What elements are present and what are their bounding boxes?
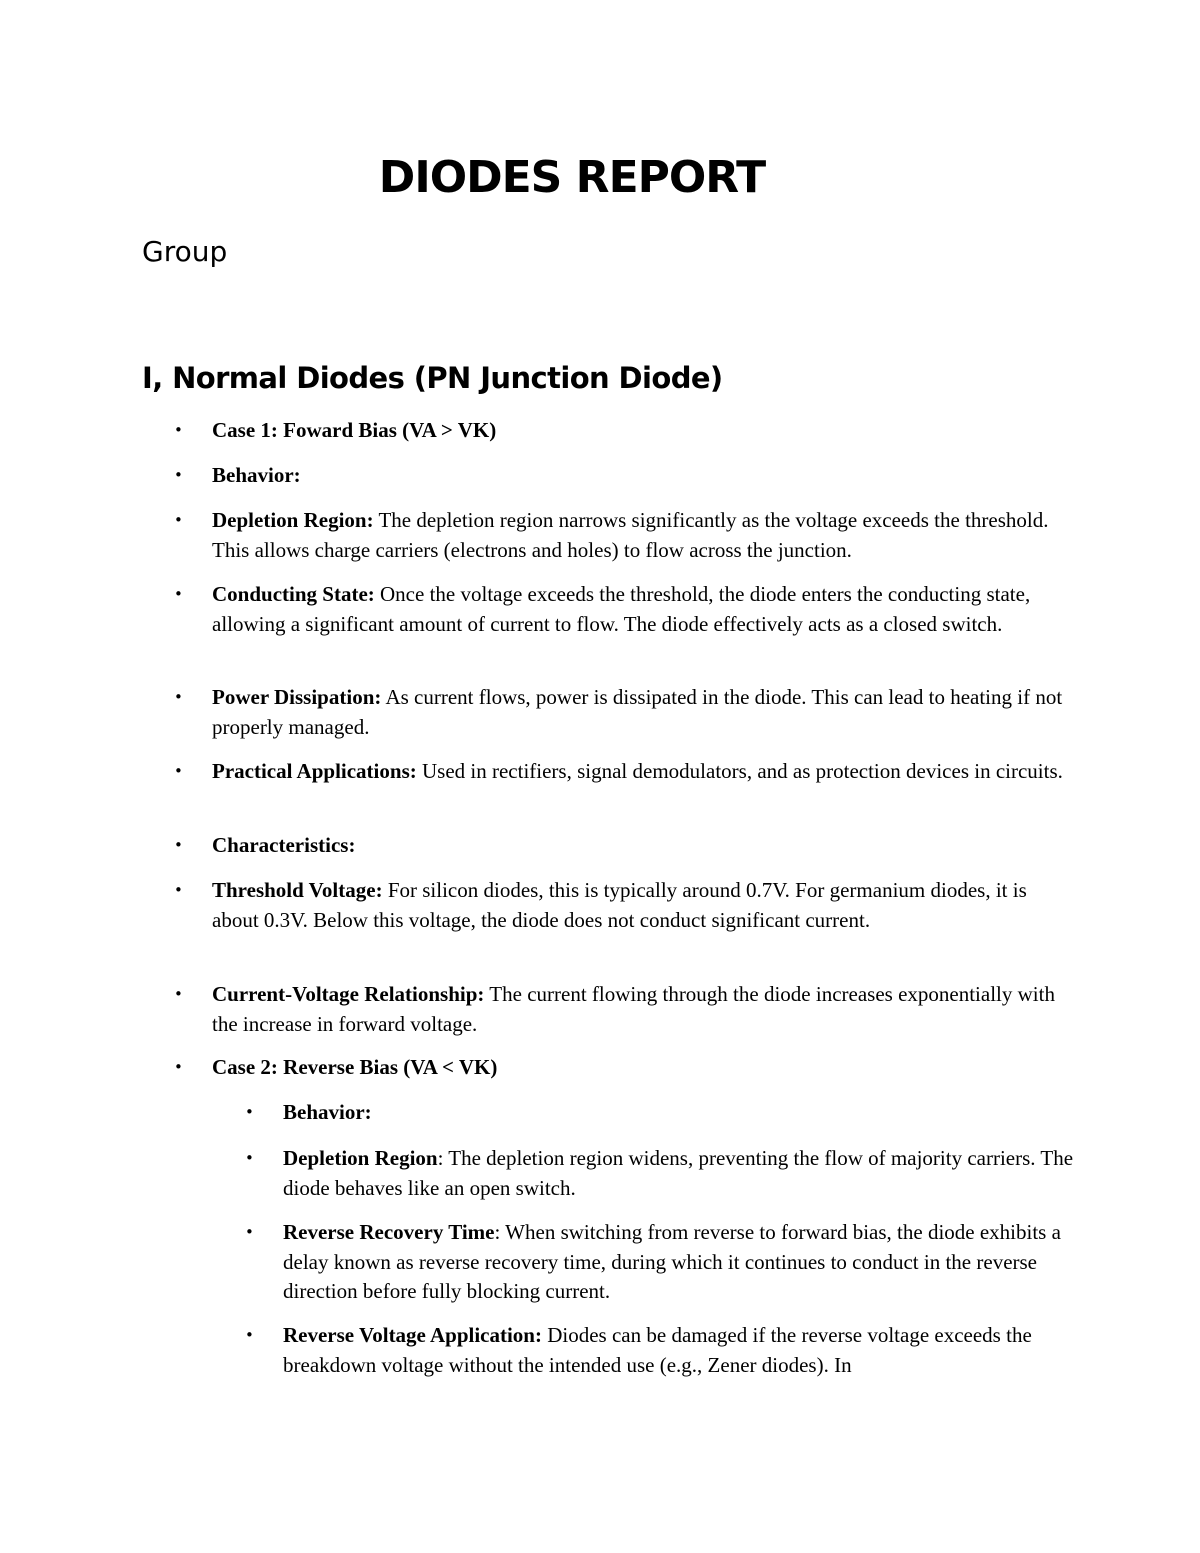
sub-list-item-reverse-recovery-time	[245, 1218, 1083, 1307]
item-text: As current flows, power is dissipated in the diode. This can lead to heating if not properly managed.	[212, 685, 1063, 739]
item-term: Characteristics:	[212, 833, 356, 857]
item-text: Once the voltage exceeds the threshold, the diode enters the conducting state, allowing a significant amount of current to flow. The diode effectively acts as a closed switch.	[212, 582, 1031, 636]
list-item-threshold-voltage	[174, 876, 1072, 935]
item-term: Reverse Voltage Application:	[283, 1323, 542, 1347]
section-heading: I, Normal Diodes (PN Junction Diode)	[142, 361, 723, 395]
bullet-icon: •	[174, 881, 183, 899]
sub-list-item-depletion-region	[245, 1144, 1083, 1203]
list-item-practical-applications	[174, 757, 1072, 787]
bullet-icon: •	[174, 421, 183, 439]
item-text: : When switching from reverse to forward bias, the diode exhibits a delay known as reverse recovery time, during which it continues to conduct in the reverse direction before fully blocking current.	[283, 1220, 1061, 1303]
item-text: The depletion region narrows significantly as the voltage exceeds the threshold. This allows charge carriers (electrons and holes) to flow across the junction.	[212, 508, 1049, 562]
item-text: For silicon diodes, this is typically around 0.7V. For germanium diodes, it is about 0.3V. Below this voltage, the diode does not conduct significant current.	[212, 878, 1027, 932]
list-item-case-2	[174, 1053, 1072, 1083]
item-term: Threshold Voltage:	[212, 878, 383, 902]
item-text: : The depletion region widens, preventing the flow of majority carriers. The diode behaves like an open switch.	[283, 1146, 1074, 1200]
item-term: Reverse Recovery Time	[283, 1220, 495, 1244]
list-item-current-voltage-relationship	[174, 980, 1072, 1039]
list-item-characteristics	[174, 831, 1072, 861]
item-term: Behavior:	[212, 463, 301, 487]
bullet-icon: •	[174, 585, 183, 603]
item-text: Used in rectifiers, signal demodulators, and as protection devices in circuits.	[416, 759, 1063, 783]
bullet-icon: •	[174, 985, 183, 1003]
bullet-icon: •	[245, 1149, 254, 1167]
list-item-depletion-region	[174, 506, 1072, 565]
list-item-power-dissipation	[174, 683, 1072, 742]
bullet-icon: •	[174, 511, 183, 529]
item-term: Practical Applications:	[212, 759, 417, 783]
list-item-conducting-state	[174, 580, 1072, 639]
bullet-icon: •	[245, 1223, 254, 1241]
item-term: Case 1: Foward Bias (VA > VK)	[212, 418, 497, 442]
document-title: DIODES REPORT	[378, 152, 766, 203]
group-label: Group	[142, 235, 228, 268]
bullet-icon: •	[174, 466, 183, 484]
item-term: Case 2: Reverse Bias (VA < VK)	[212, 1055, 498, 1079]
item-text: The current flowing through the diode increases exponentially with the increase in forward voltage.	[212, 982, 1055, 1036]
bullet-icon: •	[174, 688, 183, 706]
bullet-icon: •	[245, 1103, 254, 1121]
item-term: Depletion Region:	[212, 508, 374, 532]
bullet-icon: •	[174, 762, 183, 780]
item-term: Current-Voltage Relationship:	[212, 982, 485, 1006]
bullet-icon: •	[245, 1326, 254, 1344]
item-term: Behavior:	[283, 1100, 372, 1124]
bullet-icon: •	[174, 1058, 183, 1076]
list-item-case-1	[174, 416, 1072, 446]
sub-list-item-behavior	[245, 1098, 1083, 1128]
list-item-behavior	[174, 461, 1072, 491]
sub-list-item-reverse-voltage-application	[245, 1321, 1083, 1380]
bullet-icon: •	[174, 836, 183, 854]
item-text: Diodes can be damaged if the reverse voltage exceeds the breakdown voltage without the intended use (e.g., Zener diodes). In	[283, 1323, 1032, 1377]
item-term: Conducting State:	[212, 582, 375, 606]
item-term: Depletion Region	[283, 1146, 438, 1170]
item-term: Power Dissipation:	[212, 685, 382, 709]
